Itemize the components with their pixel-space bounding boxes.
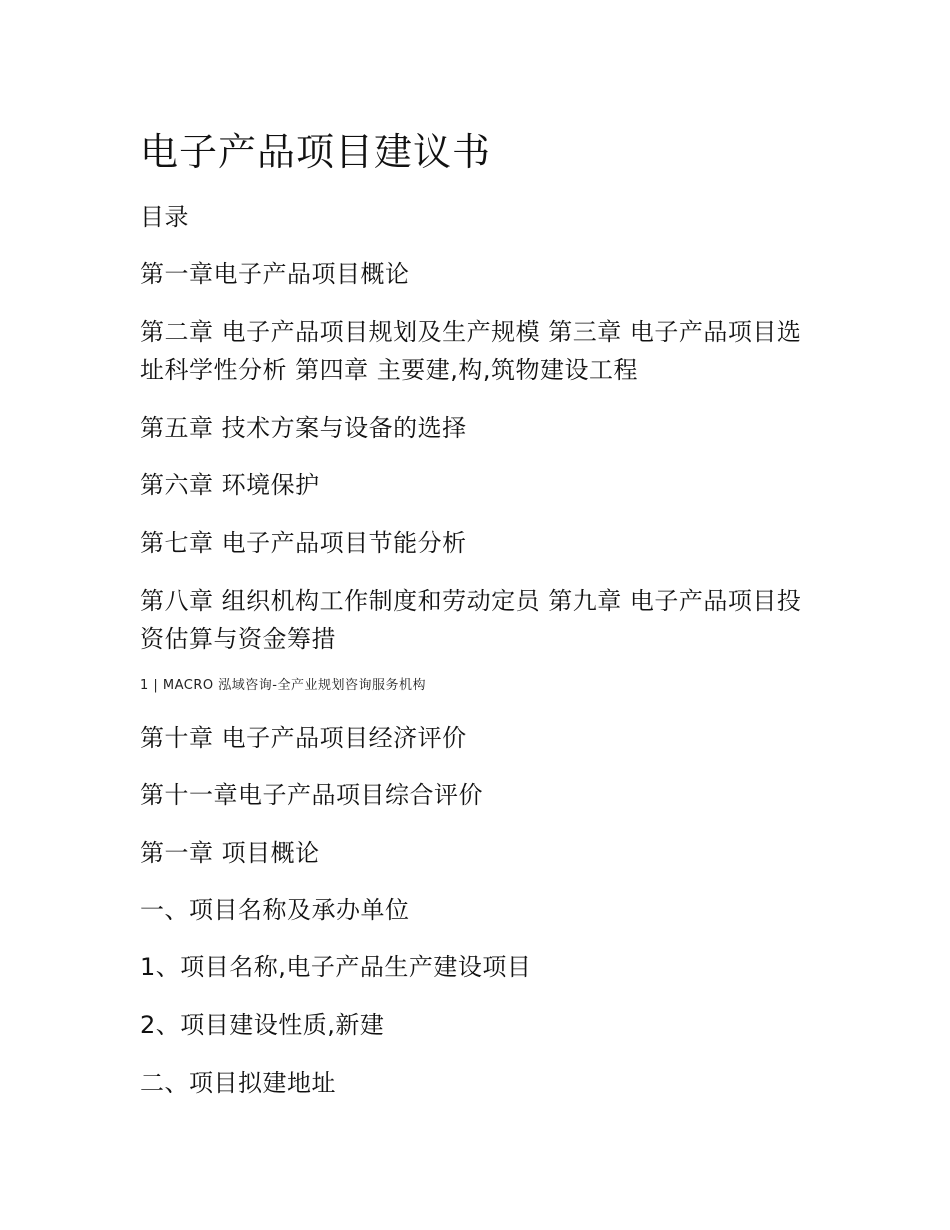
section-heading: 二、项目拟建地址 (140, 1069, 336, 1097)
toc-item: 第六章 环境保护 (140, 471, 320, 499)
toc-item: 第一章电子产品项目概论 (140, 260, 410, 288)
section-heading: 一、项目名称及承办单位 (140, 896, 410, 924)
page-footer: 1 | MACRO 泓域咨询-全产业规划咨询服务机构 (140, 678, 426, 693)
toc-item: 第八章 组织机构工作制度和劳动定员 第九章 电子产品项目投资估算与资金筹措 (140, 587, 802, 653)
toc-item: 第五章 技术方案与设备的选择 (140, 414, 467, 442)
section-heading: 第一章 项目概论 (140, 839, 320, 867)
body-text: 1、项目名称,电子产品生产建设项目 (140, 953, 532, 981)
toc-heading: 目录 (140, 203, 189, 231)
toc-item: 第七章 电子产品项目节能分析 (140, 529, 467, 557)
toc-item: 第二章 电子产品项目规划及生产规模 第三章 电子产品项目选址科学性分析 第四章 主要建,构,筑物建设工程 (140, 318, 802, 384)
toc-item: 第十一章电子产品项目综合评价 (140, 781, 483, 809)
toc-item: 第十章 电子产品项目经济评价 (140, 724, 467, 752)
document-title: 电子产品项目建议书 (140, 130, 492, 174)
body-text: 2、项目建设性质,新建 (140, 1011, 385, 1039)
